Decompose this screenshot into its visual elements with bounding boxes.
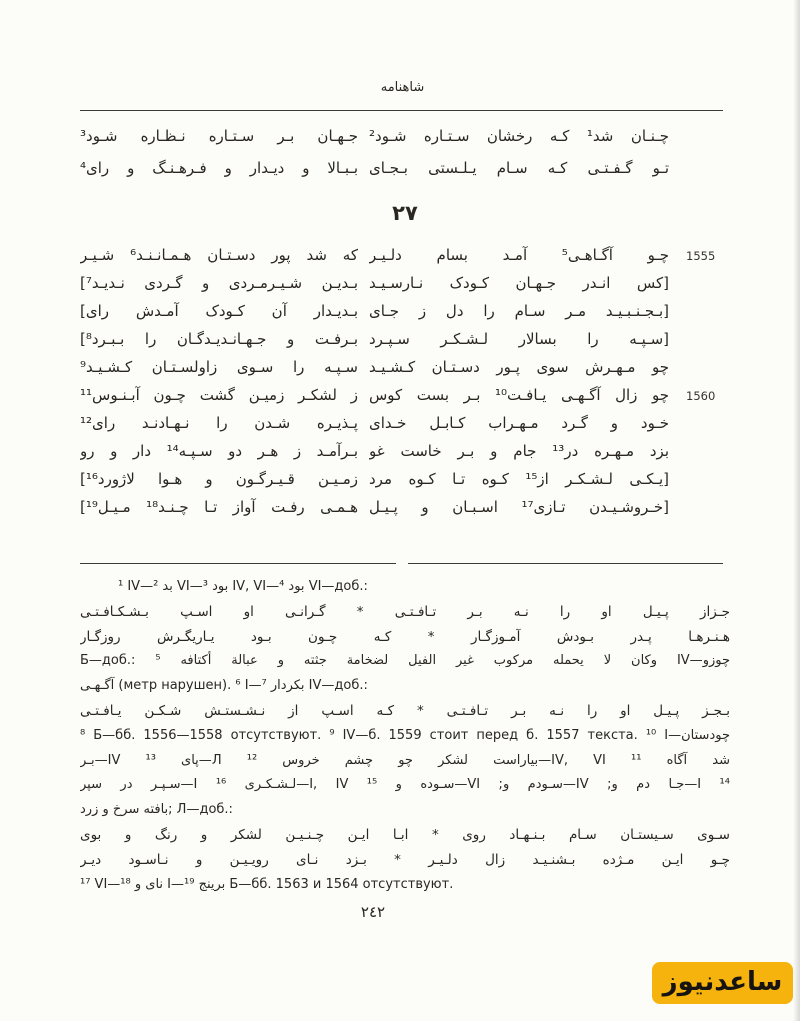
- hemistich-left: بـدیـدار آن کـودک آمـدش رای]: [80, 302, 358, 320]
- verse-line: [80, 330, 730, 358]
- hemistich-right: [یـکـی لـشـکـر از¹⁵ کـوه تـا کـوه مرد: [369, 470, 669, 488]
- verse-line: [80, 159, 730, 191]
- hemistich-right: چو مـهـرش سوی پـور دسـتـان کـشـیـد: [369, 358, 669, 376]
- hemistich-left: جـهـان بـر سـتـاره نـظـاره شـود³: [80, 127, 358, 145]
- verse-line: [80, 274, 730, 302]
- hemistich-right: خـود و گـرد مـهـراب کـابـل خـدای: [369, 414, 669, 432]
- footnote-separator: [80, 563, 723, 564]
- page-edge-shadow: [793, 0, 800, 1021]
- page-number: ٢٤٢: [360, 903, 386, 921]
- footnote-line: هـنـرهـا پـدر بـودش آمـوزگـار * کـه چـون بـود یـاریگـرش روزگـار: [80, 628, 730, 645]
- footnote-line: ¹ IV—بد ² VI—بود ³ IV, VI—بود ⁴ VI—доб.:: [118, 579, 368, 594]
- hemistich-left: بـبـالا و دیـدار و فـرهـنـگ و رای⁴: [80, 159, 358, 177]
- verse-line: [80, 358, 730, 386]
- running-head-title: شاهنامه: [380, 80, 425, 95]
- footnote-line: ¹⁴ I—جـا دم و; IV—سـودم و; VI—سـوده و ¹⁵ I, IV—لـشـکـری ¹⁶ I—سـپـر در سپر: [80, 777, 730, 793]
- hemistich-right: بزد مـهـره در¹³ جام و بـر خاست غو: [369, 442, 669, 460]
- hemistich-right: [بـجـنـبـیـد مـر سـام را دل ز جـای: [369, 302, 669, 320]
- hemistich-left: بـدیـن شـیـرمـردی و گـردی نـدیـد⁷]: [80, 274, 358, 292]
- footnote-line: شد آگاه ¹¹ IV, VI—بیاراست لشکر چو چشم خروس ¹² Л—پای ¹³ IV—بـر: [80, 752, 730, 768]
- hemistich-left: پـذیـره شـدن را نـهـادنـد رای¹²: [80, 414, 358, 432]
- verse-line: [80, 470, 730, 498]
- hemistich-left: زمـیـن قـیـرگـون و هـوا لاژورد¹⁶]: [80, 470, 358, 488]
- hemistich-right: چـو آگـاهـی⁵ آمـد بسام دلـیـر: [369, 246, 669, 264]
- footnote-line: ¹⁷ VI—نای و ¹⁸ I—برینج ¹⁹ Б—бб. 1563 и 1564 отсутствуют.: [80, 876, 454, 892]
- verse-line: [80, 302, 730, 330]
- watermark-badge: ساعدنیوز: [652, 962, 793, 1004]
- hemistich-right: چو زال آگـهـی یـافـت¹⁰ بـر بست کوس: [369, 386, 669, 404]
- section-number: ٢٧: [392, 201, 418, 225]
- hemistich-left: هـمـی رفـت آواز تـا چـنـد¹⁸ مـیـل¹⁹]: [80, 498, 358, 516]
- hemistich-left: بـرفـت و جـهـانـدیـدگـان را بـبـرد⁸]: [80, 330, 358, 348]
- header-rule: [80, 110, 723, 111]
- hemistich-right: [خـروشـیـدن تـازی¹⁷ اسـبـان و پـیـل: [369, 498, 669, 516]
- footnote-line: Б—доб.: وكان لا يحمله مركوب غير الفيل لضخامة جثته و عبالة أكتافه ⁵ IV—چوزو: [80, 653, 730, 669]
- verse-line: [80, 386, 730, 414]
- hemistich-right: چـنـان شد¹ کـه رخشان سـتـاره شـود²: [369, 127, 669, 145]
- verse-line: [80, 127, 730, 159]
- footnote-line: آگـهـی (метр нарушен). ⁶ I—بكردار ⁷ IV—доб.:: [80, 678, 368, 694]
- verse-block: [80, 246, 730, 526]
- verse-number: 1560: [686, 389, 716, 403]
- hemistich-right: [سـپـه را بسالار لـشـکـر سـپـرد: [369, 330, 669, 348]
- footnote-line: سـوی سـیستـان سـام بـنـهـاد روی * ابـا ایـن چـنـیـن لشکر و رنگ و بوی: [80, 826, 730, 843]
- footnote-line: چـو ایـن مـژده بـشنـیـد زال دلـیـر * بـزد نـای رویـیـن و نـاسـود دیـر: [80, 851, 730, 868]
- hemistich-right: تـو گـفـتـی کـه سـام یـلـستی بـجـای: [369, 159, 669, 177]
- verse-line: [80, 414, 730, 442]
- footnote-line: جـزاز پـیـل او را نـه بـر تـافـتـی * گـرانـی او اسـپ بـشـکـافـتـی: [80, 603, 730, 620]
- hemistich-left: که شد پور دسـتـان هـمـانـنـد⁶ شـیـر: [80, 246, 358, 264]
- footnote-line: بـجـز پـیـل او را نـه بـر تـافـتـی * کـه اسـپ از نـشـستـش شـکـن یـافـتـی: [80, 702, 730, 719]
- intro-couplets-block: [80, 127, 730, 191]
- verse-line: [80, 498, 730, 526]
- hemistich-left: ز لشکـر زمیـن گشت چـون آبـنـوس¹¹: [80, 386, 358, 404]
- verse-line: [80, 246, 730, 274]
- verse-line: [80, 442, 730, 470]
- hemistich-right: [کس انـدر جـهـان کـودک نـارسـیـد: [369, 274, 669, 292]
- hemistich-left: سـپـه را سـوی زاولسـتـان کـشـیـد⁹: [80, 358, 358, 376]
- footnote-line: بافته سرخ و زرد; Л—доб.:: [80, 802, 233, 818]
- verse-number: 1555: [686, 249, 716, 263]
- hemistich-left: بـرآمـد ز هـر دو سـپـه¹⁴ دار و رو: [80, 442, 358, 460]
- footnote-line: ⁸ Б—бб. 1556—1558 отсутствуют. ⁹ IV—б. 1559 стоит перед б. 1557 текста. ¹⁰ I—چودستان: [80, 727, 730, 743]
- footnotes-block: [80, 575, 730, 897]
